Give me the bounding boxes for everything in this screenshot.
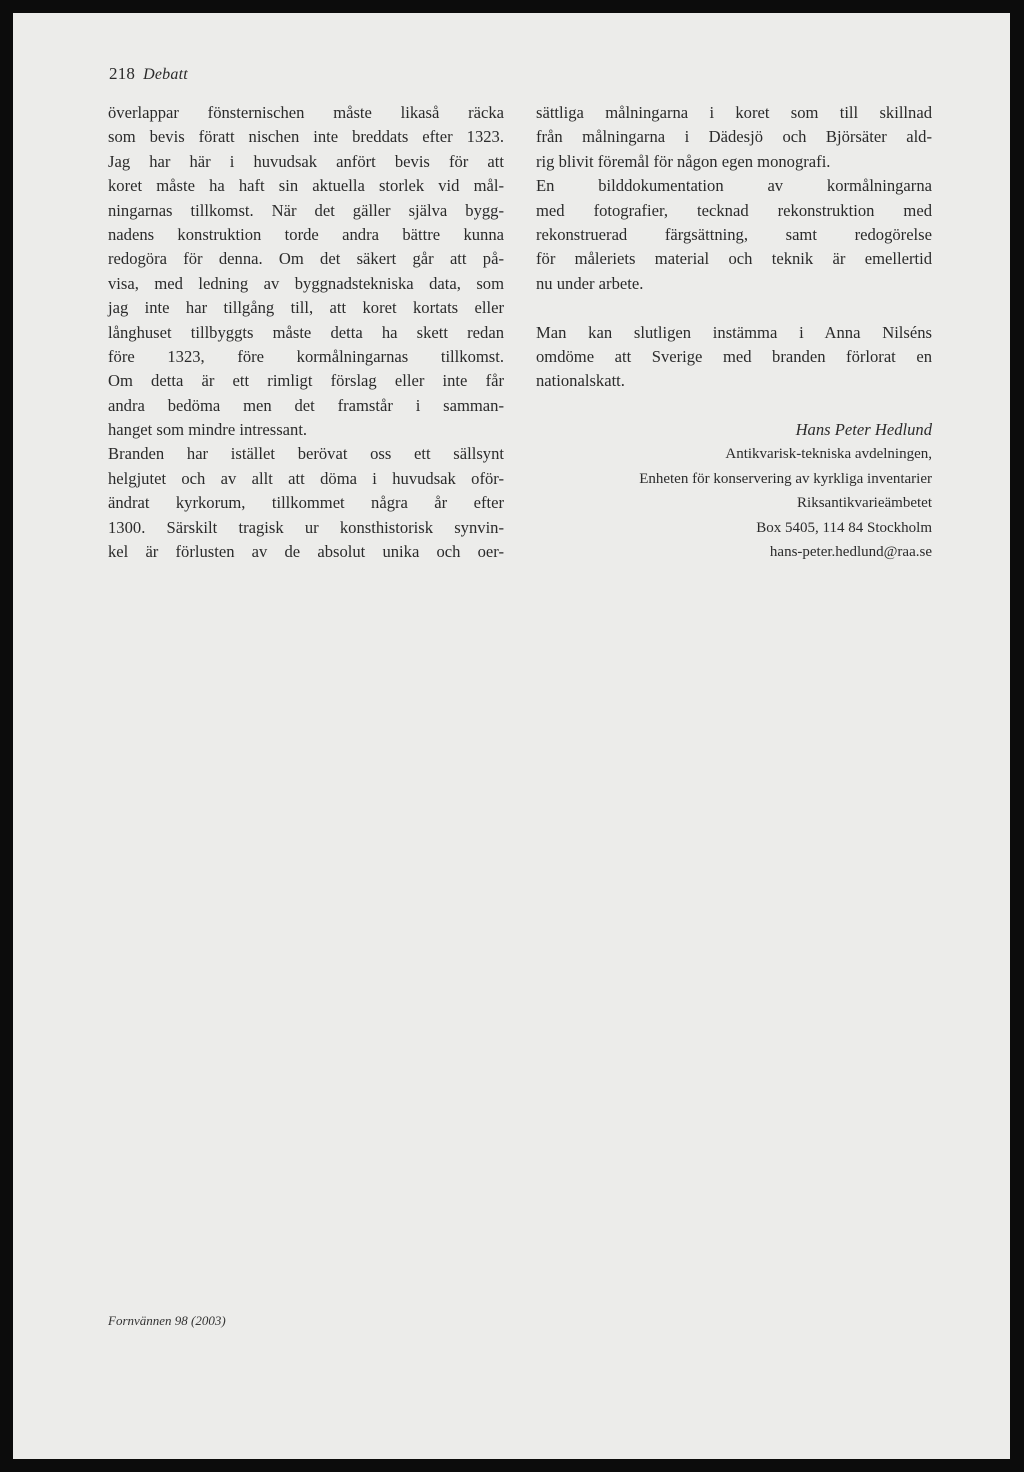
text-line: Om detta är ett rimligt förslag eller inte får <box>108 371 504 391</box>
affiliation-line: Riksantikvarieämbetet <box>797 495 932 512</box>
signature-block <box>536 418 932 564</box>
text-line: som bevis föratt nischen inte breddats efter 1323. <box>108 127 504 147</box>
author-name: Hans Peter Hedlund <box>795 420 932 440</box>
text-line: för måleriets material och teknik är emellertid <box>536 249 932 269</box>
journal-footer: Fornvännen 98 (2003) <box>108 1313 226 1328</box>
text-line: Branden har istället berövat oss ett sällsynt <box>108 444 504 464</box>
text-line: kel är förlusten av de absolut unika och oer- <box>108 542 504 562</box>
text-line: Jag har här i huvudsak anfört bevis för att <box>108 151 504 171</box>
page-number: 218 <box>109 64 136 83</box>
text-line: nu under arbete. <box>536 273 644 293</box>
text-line: nadens konstruktion torde andra bättre kunna <box>108 224 504 244</box>
text-line: från målningarna i Dädesjö och Björsäter ald- <box>536 127 932 147</box>
text-line: ningarnas tillkomst. När det gäller själva bygg- <box>108 200 504 220</box>
affiliation-line: Enheten för konservering av kyrkliga inventarier <box>639 470 932 487</box>
text-line: med fotografier, tecknad rekonstruktion med <box>536 200 932 220</box>
text-line: jag inte har tillgång till, att koret kortats eller <box>108 298 504 318</box>
text-line: sättliga målningarna i koret som till skillnad <box>536 103 932 122</box>
text-line: överlappar fönsternischen måste likaså räcka <box>108 103 504 122</box>
text-line: hanget som mindre intressant. <box>108 420 308 440</box>
email-address: hans-peter.hedlund@raa.se <box>769 544 932 561</box>
text-line: redogöra för denna. Om det säkert går att på- <box>108 249 504 269</box>
left-column <box>108 101 504 564</box>
text-line: Man kan slutligen instämma i Anna Nilséns <box>536 322 932 342</box>
text-line: helgjutet och av allt att döma i huvudsak oför- <box>108 468 504 488</box>
text-line: koret måste ha haft sin aktuella storlek vid mål- <box>108 176 504 196</box>
text-line: rig blivit föremål för någon egen monografi. <box>536 151 831 171</box>
text-line: långhuset tillbyggts måste detta ha skett redan <box>108 322 504 342</box>
right-column <box>536 101 932 564</box>
text-line: andra bedöma men det framstår i samman- <box>108 395 504 415</box>
text-line: En bilddokumentation av kormålningarna <box>536 176 932 196</box>
text-line: rekonstruerad färgsättning, samt redogörelse <box>536 224 932 244</box>
right-column-body <box>536 101 932 394</box>
text-line: före 1323, före kormålningarnas tillkomst. <box>108 346 504 366</box>
paragraph-gap <box>536 296 932 320</box>
text-line: omdöme att Sverige med branden förlorat en <box>536 346 932 366</box>
affiliation-line: Antikvarisk-tekniska avdelningen, <box>725 446 932 463</box>
text-line: visa, med ledning av byggnadstekniska data, som <box>108 273 504 293</box>
signature-spacer <box>536 394 932 418</box>
postal-address: Box 5405, 114 84 Stockholm <box>756 519 932 536</box>
text-line: 1300. Särskilt tragisk ur konsthistorisk synvin- <box>108 517 504 537</box>
text-line: ändrat kyrkorum, tillkommet några år efter <box>108 493 504 513</box>
section-title: Debatt <box>143 66 188 83</box>
running-head <box>109 64 188 84</box>
text-line: nationalskatt. <box>536 371 625 391</box>
